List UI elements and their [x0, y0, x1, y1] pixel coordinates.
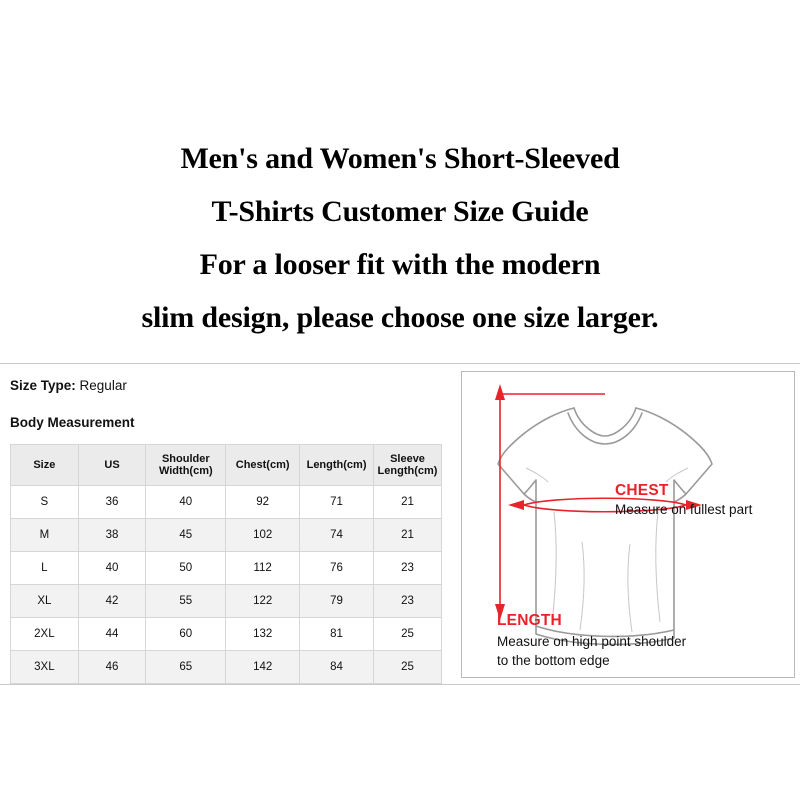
header-text-line1: Shoulder [161, 453, 210, 465]
header-text: Chest(cm) [235, 459, 290, 471]
size-chart-panel [0, 363, 800, 685]
cell-length: 74 [300, 519, 374, 552]
cell-size: XL [11, 585, 79, 618]
cell-shoulder: 40 [146, 486, 226, 519]
table-header-size [11, 445, 79, 486]
chest-label: CHEST [615, 482, 669, 499]
cell-length: 79 [300, 585, 374, 618]
cell-size: 3XL [11, 651, 79, 684]
title-line-2: T-Shirts Customer Size Guide [211, 195, 589, 228]
length-description-line2: to the bottom edge [497, 653, 610, 668]
cell-size: L [11, 552, 79, 585]
page-title [0, 132, 800, 344]
size-type-label: Size Type: [10, 378, 76, 393]
header-text: Size [33, 459, 56, 471]
cell-length: 71 [300, 486, 374, 519]
cell-us: 42 [78, 585, 146, 618]
cell-us: 40 [78, 552, 146, 585]
cell-chest: 112 [226, 552, 300, 585]
length-description [497, 632, 686, 670]
cell-chest: 102 [226, 519, 300, 552]
cell-sleeve: 21 [374, 519, 442, 552]
length-label: LENGTH [497, 612, 562, 629]
table-row [11, 651, 442, 684]
cell-sleeve: 25 [374, 618, 442, 651]
measurement-illustration [461, 371, 795, 678]
table-header-row [11, 445, 442, 486]
title-line-4: slim design, please choose one size larger. [141, 301, 659, 334]
table-row [11, 519, 442, 552]
header-text-line1: Sleeve [390, 453, 425, 465]
table-header-length [300, 445, 374, 486]
cell-chest: 92 [226, 486, 300, 519]
title-line-1: Men's and Women's Short-Sleeved [180, 142, 620, 175]
cell-shoulder: 50 [146, 552, 226, 585]
header-text-line2: Length(cm) [377, 465, 438, 477]
table-row [11, 585, 442, 618]
cell-chest: 132 [226, 618, 300, 651]
size-type-row [10, 378, 127, 393]
cell-us: 38 [78, 519, 146, 552]
cell-us: 46 [78, 651, 146, 684]
header-text: US [104, 459, 120, 471]
cell-chest: 142 [226, 651, 300, 684]
cell-shoulder: 55 [146, 585, 226, 618]
cell-sleeve: 21 [374, 486, 442, 519]
header-text: Length(cm) [306, 459, 367, 471]
cell-sleeve: 23 [374, 585, 442, 618]
cell-chest: 122 [226, 585, 300, 618]
table-header-chest [226, 445, 300, 486]
table-row [11, 552, 442, 585]
cell-size: S [11, 486, 79, 519]
title-line-3: For a looser fit with the modern [199, 248, 601, 281]
cell-size: 2XL [11, 618, 79, 651]
body-measurement-label: Body Measurement [10, 415, 135, 430]
cell-sleeve: 23 [374, 552, 442, 585]
table-row [11, 618, 442, 651]
header-text-line2: Width(cm) [158, 465, 213, 477]
cell-length: 76 [300, 552, 374, 585]
cell-shoulder: 60 [146, 618, 226, 651]
size-type-value: Regular [79, 378, 127, 393]
chest-description: Measure on fullest part [615, 502, 753, 517]
cell-length: 84 [300, 651, 374, 684]
table-header-us [78, 445, 146, 486]
cell-us: 44 [78, 618, 146, 651]
measurement-column [0, 364, 452, 684]
cell-shoulder: 45 [146, 519, 226, 552]
size-table [10, 444, 442, 684]
cell-size: M [11, 519, 79, 552]
cell-shoulder: 65 [146, 651, 226, 684]
cell-sleeve: 25 [374, 651, 442, 684]
cell-us: 36 [78, 486, 146, 519]
length-description-line1: Measure on high point shoulder [497, 634, 687, 649]
table-row [11, 486, 442, 519]
cell-length: 81 [300, 618, 374, 651]
table-header-sleeve-length [374, 445, 442, 486]
table-header-shoulder-width [146, 445, 226, 486]
